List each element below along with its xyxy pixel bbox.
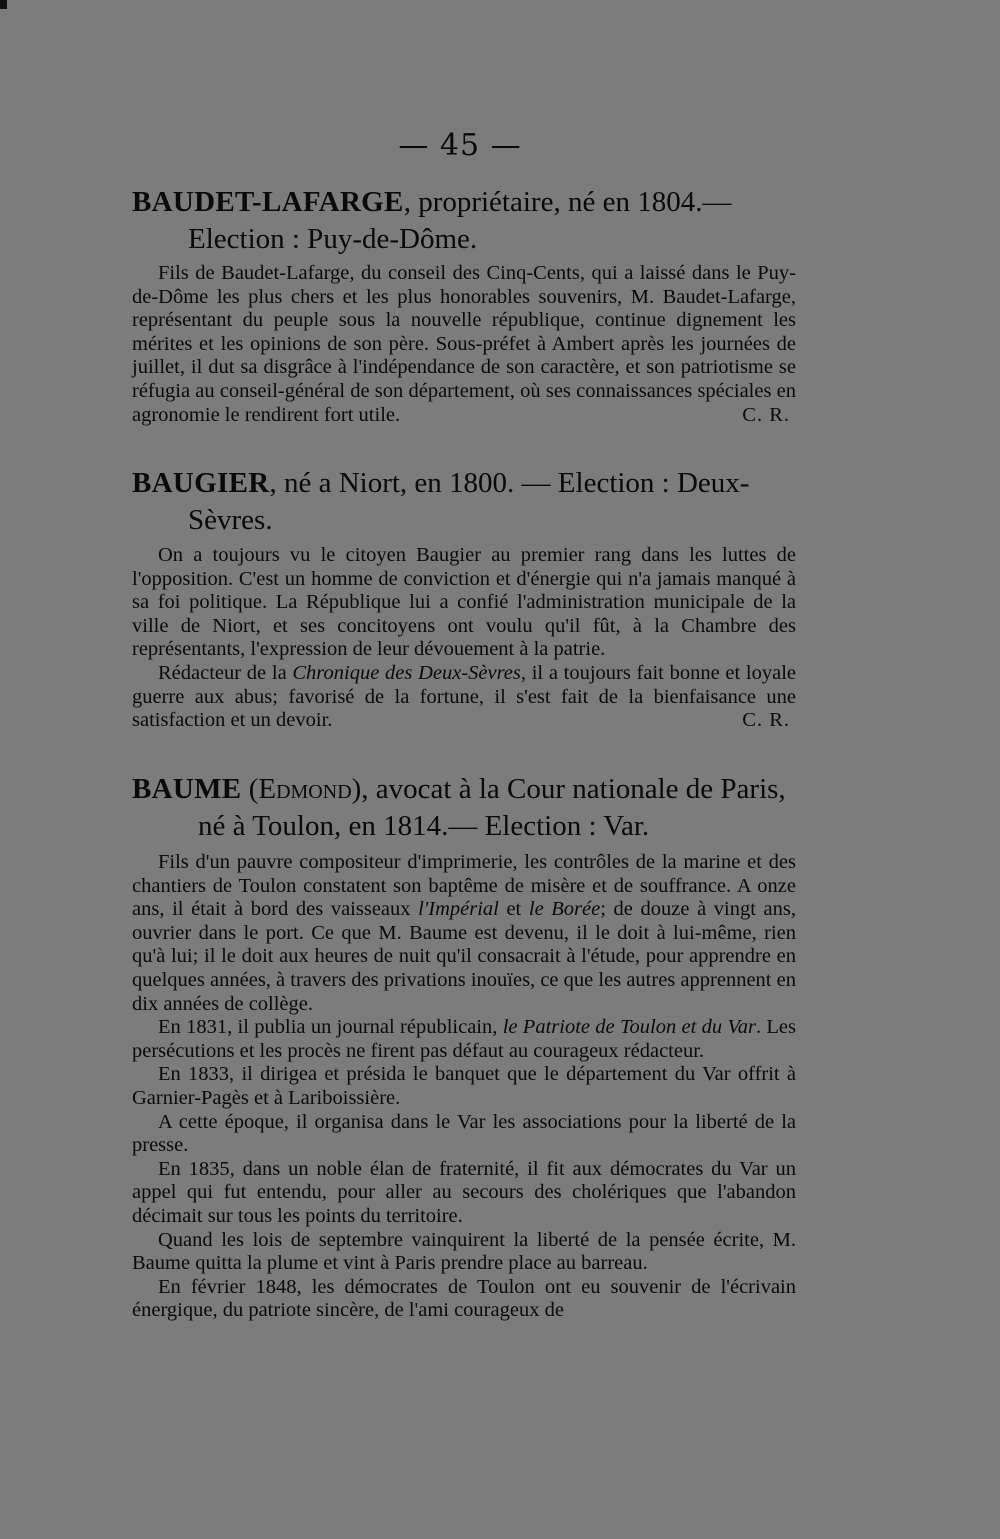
entry-heading-baugier [132,465,797,539]
paragraph: En 1835, dans un noble élan de fraternité, il fit aux démocrates du Var un appel qui fut entendu, pour aller au secours des cholériques que l'abandon décimait sur tous les points du territoire. [132,1157,796,1227]
paragraph-text: et [498,898,529,921]
page-number: — 45 — [398,128,522,163]
paragraph: A cette époque, il organisa dans le Var les associations pour la liberté de la presse. [132,1110,796,1157]
ship-name: le Borée [528,898,601,921]
paragraph-text: Fils de Baudet-Lafarge, du conseil des Cinq-Cents, qui a laissé dans le Puy-de-Dôme les plus chers et les plus honorables souvenirs, M. Baudet-Lafarge, représentant du peuple sous la nouvelle république, continue dignement les mérites et les opinions de son père. Sous-préfet à Ambert après les journées de juillet, il dut sa disgrâce à l'indépendance de son caractère, et son patriotisme se réfugia au conseil-général de son département, où ses connaissances spéciales en agronomie le rendirent fort utile. [132,262,796,426]
entry-heading-rest: , avocat à la Cour nationale de Paris, [361,773,786,805]
entry-firstname: (Edmond) [248,773,362,805]
journal-title: Chronique des Deux-Sèvres [292,661,521,684]
paragraph-text: En 1831, il publia un journal républicain, [158,1016,503,1039]
entry-heading-rest: , propriétaire, né en 1804.— [403,186,732,218]
paragraph: En 1833, il dirigea et présida le banquet que le département du Var offrit à Garnier-Pagès et à Lariboissière. [132,1063,796,1109]
paragraph-text: , il a toujours fait bonne et loyale guerre aux abus; favorisé de la fortune, il s'est fait de la bienfaisance une satisfaction et un devoir. [132,661,796,732]
entry-body-baudet-lafarge [132,262,796,427]
entry-heading-baudet-lafarge [132,184,797,258]
ship-name: l'Impérial [418,898,499,921]
paragraph-text: Fils d'un pauvre compositeur d'imprimerie, les contrôles de la marine et des chantiers de Toulon constatent son baptême de misère et de souffrance. A onze ans, il était à bord des vaisseaux [132,851,796,921]
journal-title: le Patriote de Toulon et du Var [502,1016,756,1039]
paragraph-text: ; de douze à vingt ans, ouvrier dans le port. Ce que M. Baume est devenu, il le doit à lui-même, rien qu'à lui; il le doit aux heures de nuit qu'il consacrait à l'étude, pour apprendre en quelques années, à travers des privations inouïes, ce que les autres apprennent en dix années de collège. [132,898,797,1015]
paragraph: On a toujours vu le citoyen Baugier au premier rang dans les luttes de l'opposition. C'est un homme de conviction et d'énergie qui n'a jamais manqué à sa foi politique. La République lui a confié l'administration municipale de la ville de Niort, et ses concitoyens ont voulu qu'il fût, à la Chambre des représentants, l'expression de leur dévouement à la patrie. [132,544,796,661]
entry-body-baume [132,851,796,1323]
entry-heading-line2: Sèvres. [188,504,273,536]
paragraph [132,662,796,733]
paragraph [132,1016,796,1063]
entry-heading-line2: Election : Puy-de-Dôme. [188,223,478,255]
entry-heading-line2: né à Toulon, en 1814.— Election : Var. [198,810,650,842]
entry-name: BAUME [132,773,242,805]
entry-heading-baume [132,771,797,845]
paragraph: En février 1848, les démocrates de Toulon ont eu souvenir de l'écrivain énergique, du patriote sincère, de l'ami courageux de [132,1275,796,1322]
entry-body-baugier [132,544,796,733]
entry-name: BAUGIER [132,467,270,499]
paragraph [132,851,796,1016]
signature: C. R. [742,709,790,732]
paragraph-text: . Les persécutions et les procès ne firent pas défaut au courageux rédacteur. [132,1016,796,1062]
entry-name: BAUDET-LAFARGE [132,186,404,218]
entry-heading-rest: , né a Niort, en 1800. — Election : Deux- [269,467,750,499]
paragraph: Quand les lois de septembre vainquirent la liberté de la pensée écrite, M. Baume quitta la plume et vint à Paris prendre place au barreau. [132,1228,796,1275]
scan-corner-mark [0,0,7,9]
paragraph [132,262,796,427]
signature: C. R. [742,403,790,426]
paragraph-text: Rédacteur de la [158,661,293,684]
